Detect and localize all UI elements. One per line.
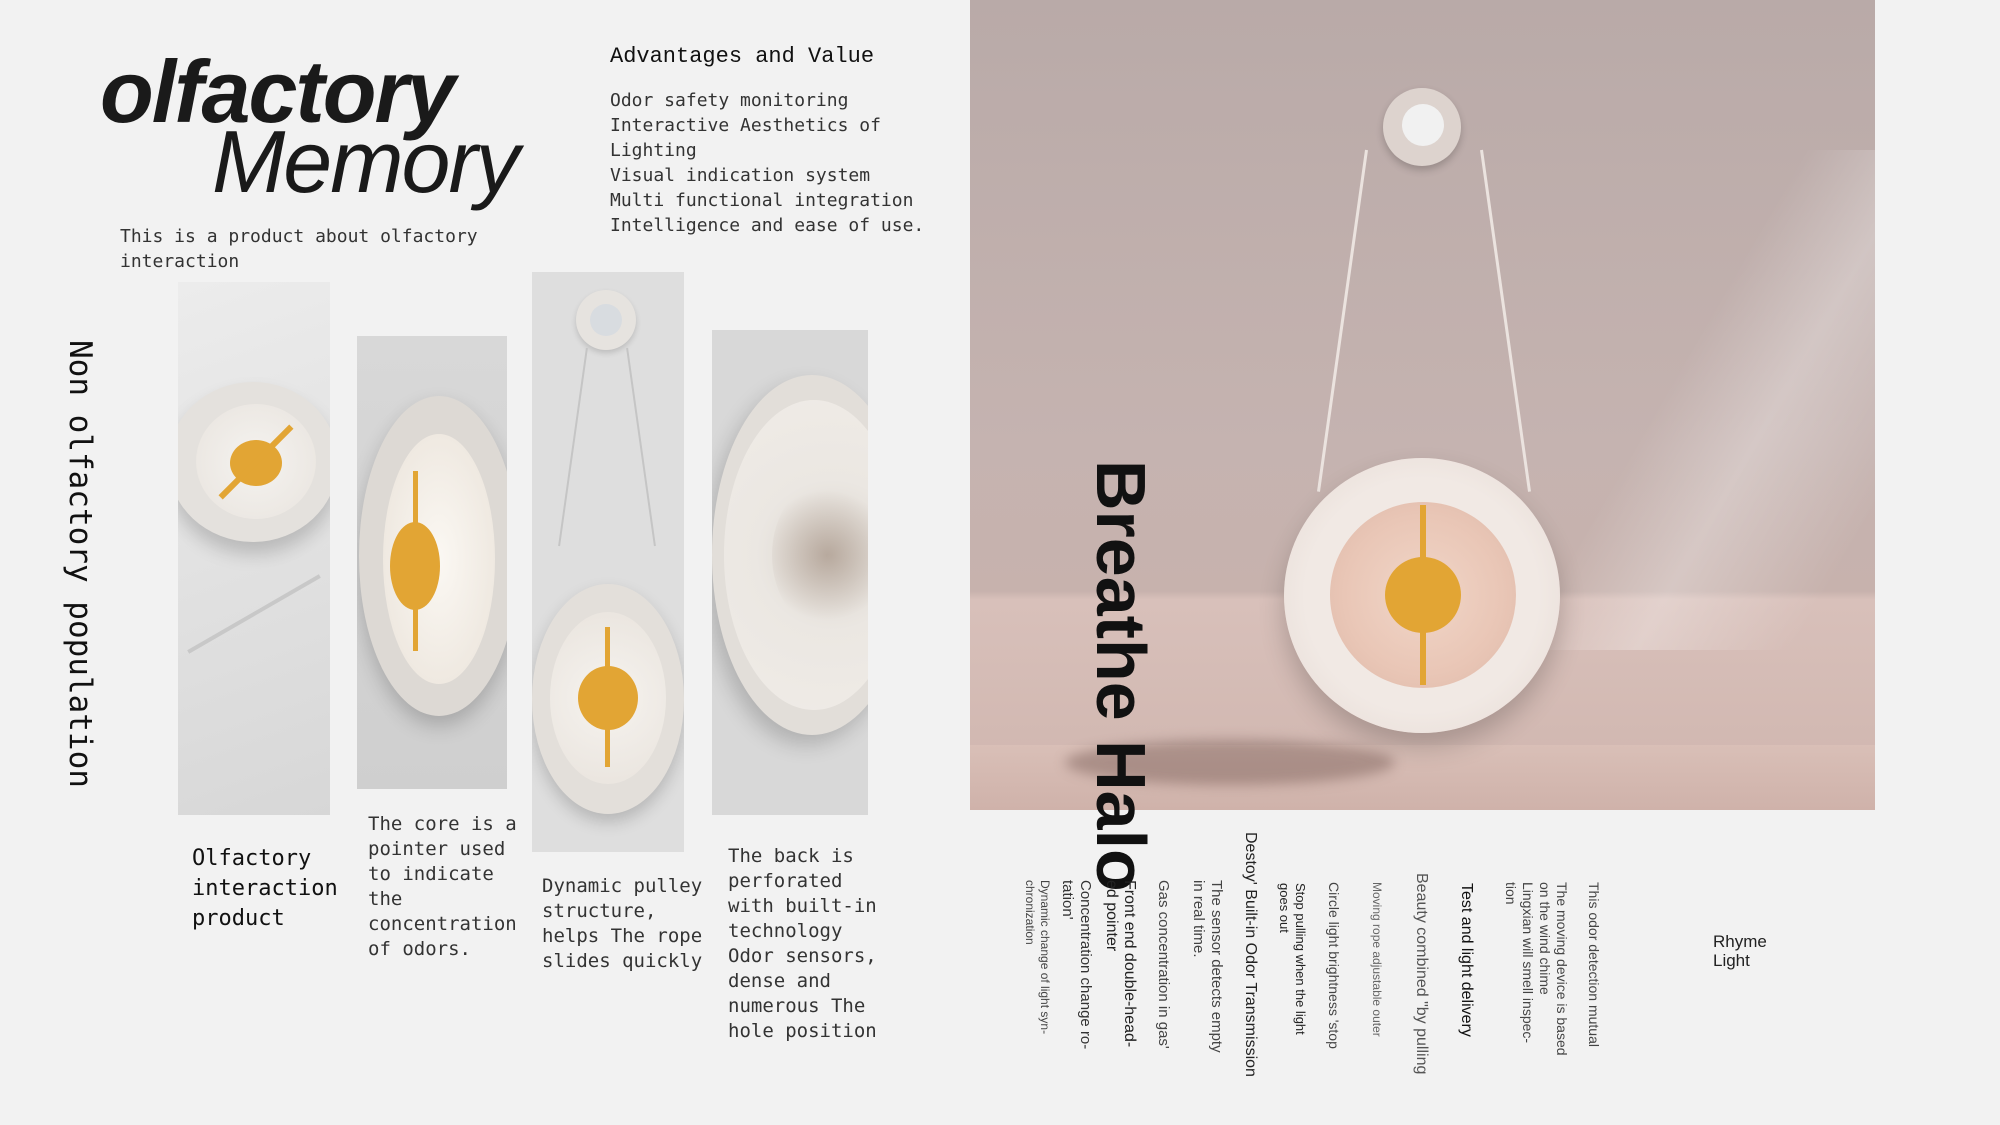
note-odor-detection: This odor detection mutual — [1586, 882, 1602, 1047]
advantage-item: Interactive Aesthetics of Lighting — [610, 115, 881, 161]
product-image-3 — [532, 272, 684, 852]
note-gas-concentration: Gas concentration in gas' — [1155, 880, 1172, 1049]
advantage-item: Visual indication system — [610, 165, 871, 186]
note-odor-transmission: Destoy' Built-in Odor Transmission — [1242, 832, 1259, 1077]
note-stop-pulling: Stop pulling when the light goes out — [1277, 883, 1308, 1035]
product-image-1 — [178, 282, 330, 815]
caption-pulley: Dynamic pulley structure, helps The rope slides quickly — [542, 875, 703, 972]
intro-text: This is a product about olfactory interaction — [120, 226, 478, 272]
note-lingxian: Lingxian will smell inspec-tion — [1503, 882, 1536, 1044]
advantages-list — [610, 88, 940, 238]
note-front-pointer: Front end double-head-ed pointer — [1103, 880, 1138, 1048]
title-memory: Memory — [212, 112, 518, 211]
note-concentration-rotation: Concentration change ro-tation' — [1059, 880, 1094, 1050]
note-circle-light: Circle light brightness 'stop — [1326, 882, 1342, 1049]
advantages-heading: Advantages and Value — [610, 44, 875, 69]
note-wind-chime: The moving device is based on the wind chime — [1537, 882, 1570, 1056]
caption-product: Olfactory interaction product — [192, 846, 338, 931]
note-sensor-detects: The sensor detects empty in real time. — [1190, 880, 1225, 1053]
advantage-item: Multi functional integration — [610, 190, 914, 211]
note-test-light: Test and light delivery — [1458, 883, 1475, 1037]
caption-back: The back is perforated with built-in technology Odor sensors, dense and numerous The hole position — [728, 845, 877, 1042]
advantage-item: Intelligence and ease of use. — [610, 215, 925, 236]
note-moving-rope: Moving rope adjustable outer — [1370, 882, 1384, 1037]
product-image-4 — [712, 330, 868, 815]
note-dynamic-light: Dynamic change of light syn-chronization — [1023, 880, 1052, 1035]
note-beauty-pulling: Beauty combined "by pulling — [1413, 873, 1430, 1075]
advantage-item: Odor safety monitoring — [610, 90, 849, 111]
headline-breathe-halo: Breathe Halo — [1082, 460, 1160, 892]
product-image-2 — [357, 336, 507, 789]
non-olfactory-label: Non olfactory population — [62, 340, 98, 788]
rhyme-light-signature: Rhyme Light — [1713, 932, 1767, 970]
caption-pointer: The core is a pointer used to indicate the concentration of odors. — [368, 813, 517, 960]
title-olfactory: olfactory — [100, 42, 454, 141]
